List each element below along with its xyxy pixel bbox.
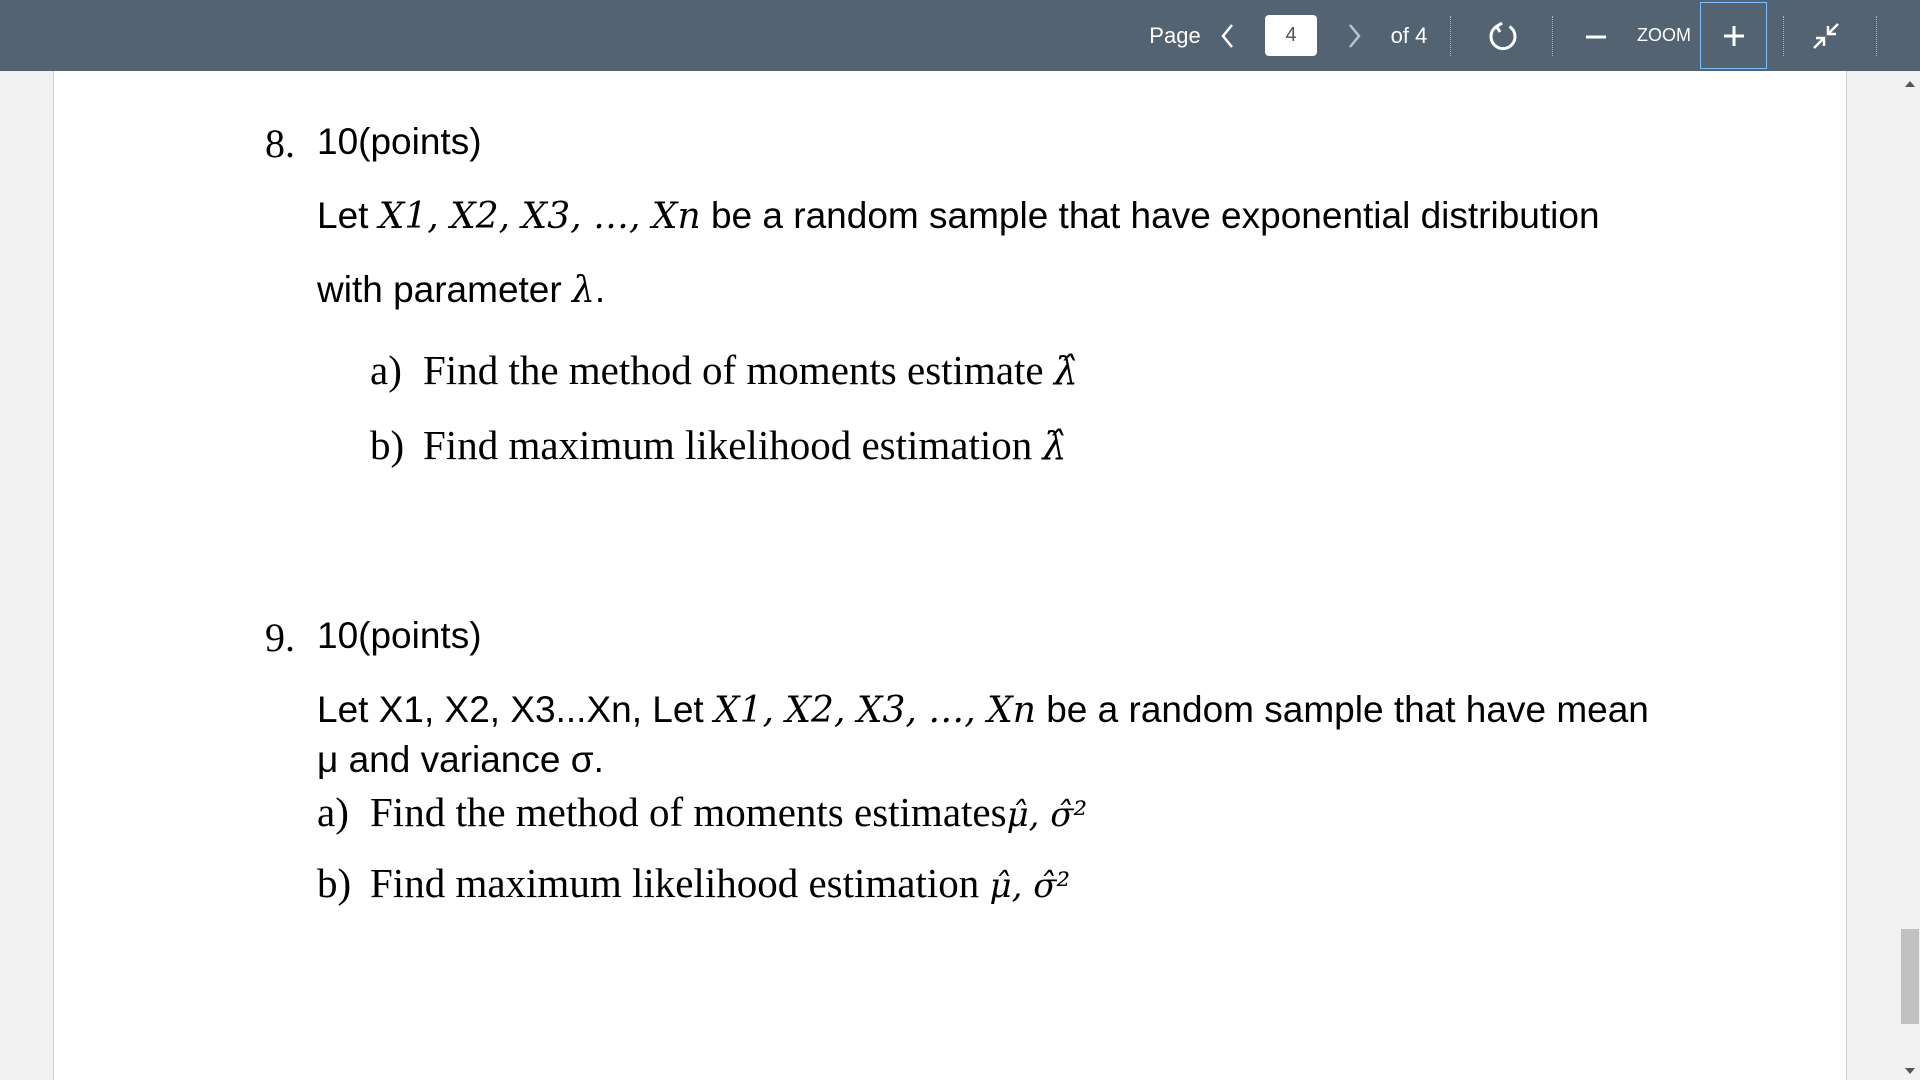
scrollbar-thumb[interactable] (1901, 929, 1919, 1024)
q8-part-b-label: b) (370, 422, 405, 468)
q8-part-b-text: Find maximum likelihood estimation (423, 422, 1043, 468)
q9-part-a-text: Find the method of moments estimates (370, 789, 1007, 835)
q9-line1-math: X1, X2, X3, …, Xn (713, 690, 1036, 731)
q8-part-a-label: a) (370, 347, 402, 393)
q9-heading: 10(points) (317, 615, 482, 656)
pdf-toolbar (0, 0, 1920, 71)
q9-part-b-math: μ̂, σ̂² (989, 866, 1071, 906)
rotate-icon[interactable] (1480, 0, 1526, 71)
chevron-right-icon[interactable] (1338, 0, 1370, 71)
page-count: of 4 (1390, 22, 1428, 48)
q9-line2: μ and variance σ. (317, 739, 604, 780)
q9-line1-suffix: be a random sample that have mean (1035, 689, 1649, 730)
scroll-down-icon[interactable] (1905, 1068, 1915, 1074)
document-viewer (0, 71, 1920, 1080)
q9-number: 9. (265, 615, 295, 660)
q8-line1-suffix: be a random sample that have exponential distribution (700, 195, 1600, 236)
toolbar-separator (1876, 16, 1877, 56)
collapse-icon[interactable] (1808, 0, 1844, 71)
q8-part-a (423, 346, 1078, 394)
document-page (53, 71, 1847, 1080)
toolbar-separator (1552, 16, 1553, 56)
scroll-up-icon[interactable] (1905, 81, 1915, 87)
chevron-left-icon[interactable] (1212, 0, 1244, 71)
q8-number: 8. (265, 121, 295, 166)
q9-part-a (370, 788, 1087, 836)
vertical-scrollbar[interactable] (1898, 71, 1920, 1080)
q9-part-a-label: a) (317, 789, 349, 835)
q8-line2-suffix: . (594, 269, 606, 310)
q8-part-b-math: λ̂ (1042, 424, 1067, 468)
q8-line1 (317, 195, 1600, 237)
q9-part-b-text: Find maximum likelihood estimation (370, 860, 990, 906)
q8-line2-math: λ (572, 270, 595, 311)
q9-line1-prefix: Let X1, X2, X3...Xn, Let (317, 689, 714, 730)
q9-part-b-label: b) (317, 860, 352, 906)
minus-icon[interactable] (1578, 0, 1614, 71)
q8-heading: 10(points) (317, 121, 482, 162)
page-number-input[interactable] (1265, 15, 1317, 56)
q9-part-b (370, 859, 1070, 907)
q8-line1-prefix: Let (317, 195, 379, 236)
q8-line2-prefix: with parameter (317, 269, 572, 310)
q8-line2 (317, 269, 605, 311)
page-label: Page (1149, 22, 1201, 48)
zoom-label: ZOOM (1637, 25, 1691, 45)
q8-part-a-text: Find the method of moments estimate (423, 347, 1054, 393)
q8-part-a-math: λ̂ (1053, 349, 1078, 393)
q9-line1 (317, 689, 1649, 731)
toolbar-separator (1450, 16, 1451, 56)
q8-line1-math: X1, X2, X3, …, Xn (378, 196, 701, 237)
plus-icon[interactable] (1700, 0, 1767, 71)
toolbar-separator (1783, 16, 1784, 56)
q8-part-b (423, 421, 1067, 469)
q9-part-a-math: μ̂, σ̂² (1006, 795, 1088, 835)
